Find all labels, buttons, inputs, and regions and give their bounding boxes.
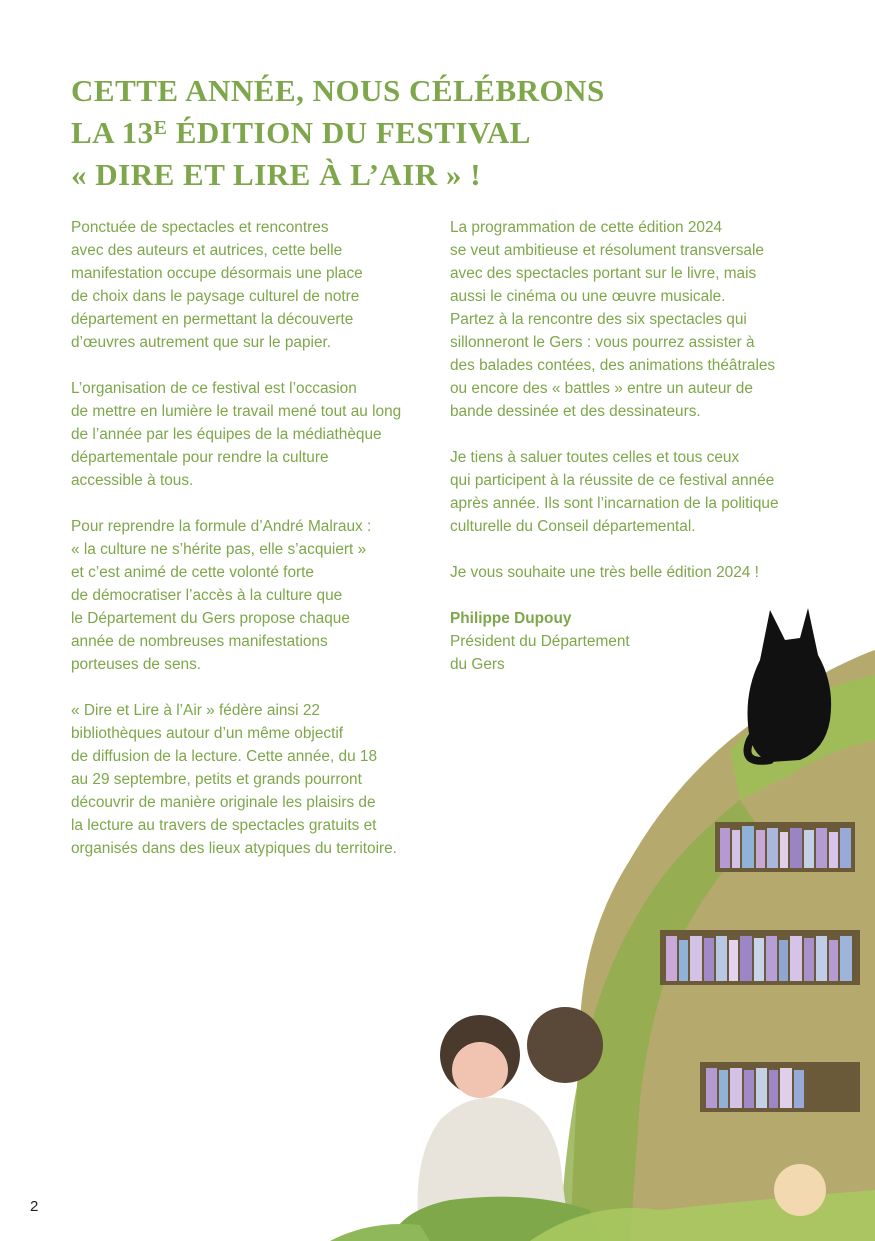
title-superscript: E — [153, 117, 168, 139]
page-number: 2 — [30, 1198, 39, 1215]
title-line-2 — [71, 112, 791, 154]
signature-role: Président du Département du Gers — [450, 633, 630, 673]
small-figure-head — [774, 1164, 826, 1216]
title-line-3: « DIRE ET LIRE À L’AIR » ! — [71, 157, 482, 192]
page-title — [71, 70, 791, 196]
paragraph-thanks: Je tiens à saluer toutes celles et tous ceux qui participent à la réussite de ce festival année après année. Ils sont l’incarnation de la politique culturelle du Conseil départemental. — [450, 449, 779, 535]
paragraph-wishes: Je vous souhaite une très belle édition 2024 ! — [450, 564, 759, 581]
bookshelf-lower — [700, 1062, 860, 1112]
paragraph-libraries: « Dire et Lire à l’Air » fédère ainsi 22 bibliothèques autour d’un même objectif de diffusion de la lecture. Cette année, du 18 au 29 septembre, petits et grands pourront découvrir de manière originale les plaisirs de la lecture au travers de spectacles gratuits et organisés dans des lieux atypiques du territoire. — [71, 702, 397, 857]
bookshelf-top — [715, 822, 855, 872]
paragraph-malraux-quote: Pour reprendre la formule d’André Malraux : « la culture ne s’hérite pas, elle s’acquiert » et c’est animé de cette volonté forte de démocratiser l’accès à la culture que le Département du Gers propose chaque année de nombreuses manifestations porteuses de sens. — [71, 518, 372, 673]
black-cat — [748, 608, 832, 762]
paragraph-intro: Ponctuée de spectacles et rencontres avec des auteurs et autrices, cette belle manifestation occupe désormais une place de choix dans le paysage culturel de notre département en permettant la découverte d’œuvres autrement que sur le papier. — [71, 219, 363, 351]
illustration-book-tree — [330, 600, 875, 1241]
bookshelf-middle — [660, 930, 860, 985]
paragraph-programming: La programmation de cette édition 2024 se veut ambitieuse et résolument transversale avec des spectacles portant sur le livre, mais aussi le cinéma ou une œuvre musicale. Partez à la rencontre des six spectacles qui sillonneront le Gers : vous pourrez assister à des balades contées, des animations théâtrales ou encore des « battles » entre un auteur de bande dessinée et des dessinateurs. — [450, 219, 776, 420]
paragraph-organisation: L’organisation de ce festival est l’occasion de mettre en lumière le travail mené tout au long de l’année par les équipes de la médiathèque départementale pour rendre la culture accessible à tous. — [71, 380, 402, 489]
title-line-2-start: LA 13 — [71, 115, 154, 150]
people-reading — [330, 1007, 603, 1241]
title-line-1: CETTE ANNÉE, NOUS CÉLÉBRONS — [71, 73, 605, 108]
title-line-2-end: ÉDITION DU FESTIVAL — [167, 115, 531, 150]
signature-name: Philippe Dupouy — [450, 610, 572, 627]
